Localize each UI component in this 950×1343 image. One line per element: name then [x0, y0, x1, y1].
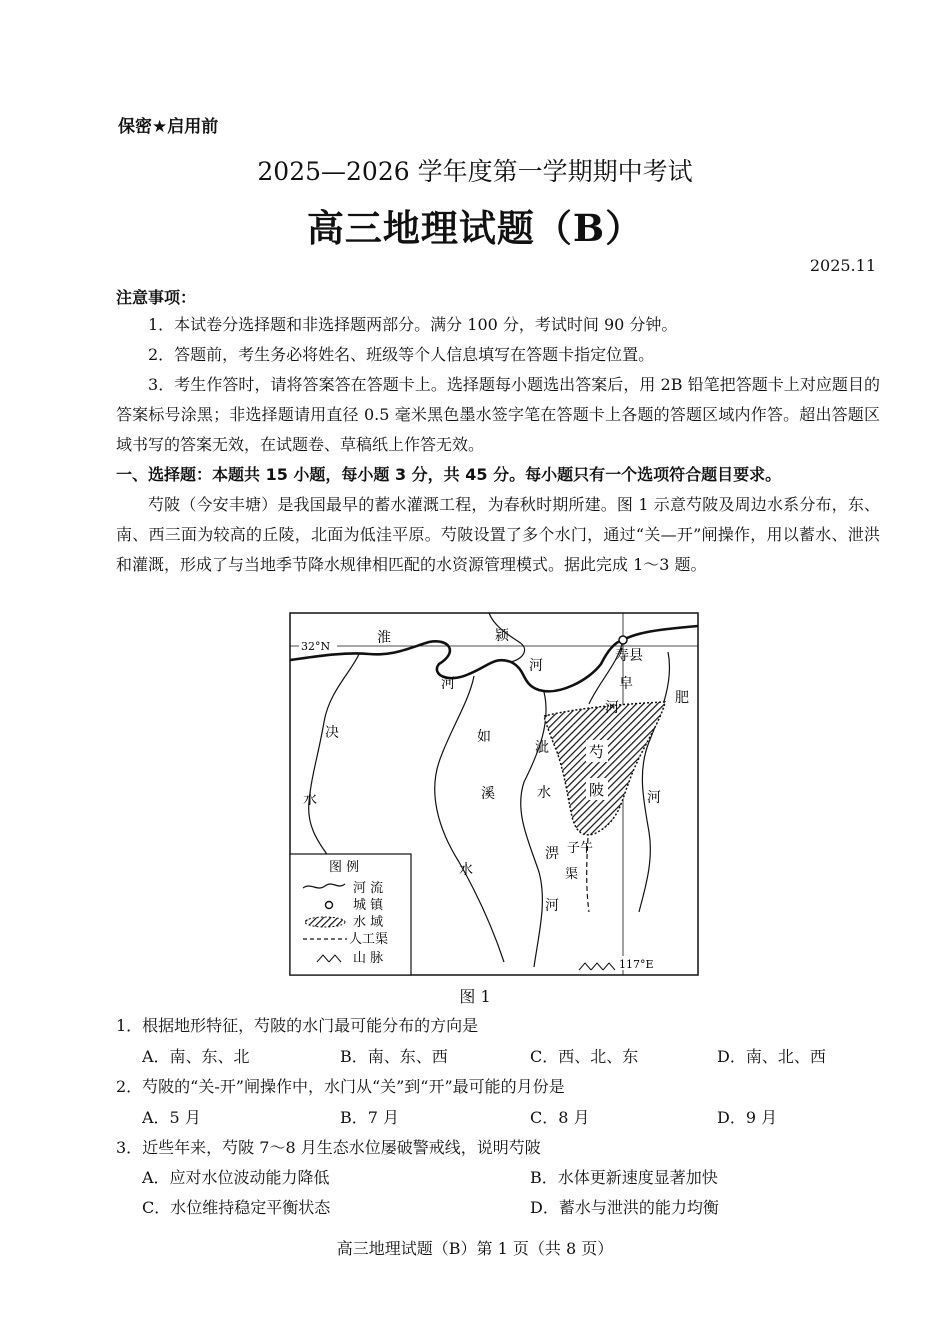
label-ruxi-1: 如 — [477, 729, 491, 745]
label-ying: 颍 — [495, 628, 509, 644]
section-title: 一、选择题：本题共 15 小题，每小题 3 分，共 45 分。每小题只有一个选项符合题目要求。 — [116, 465, 782, 484]
label-zao-he: 河 — [605, 700, 619, 716]
label-jue-shui: 水 — [303, 792, 317, 808]
map-legend — [290, 854, 411, 975]
q1-option-a[interactable]: A．南、东、北 — [142, 1047, 250, 1066]
label-fei-river: 河 — [647, 790, 661, 806]
lon-label: 117°E — [619, 958, 654, 971]
label-ruxi-3: 水 — [459, 862, 473, 878]
exam-name: 2025—2026 学年度第一学期期中考试 — [257, 157, 693, 186]
legend-river: 河 流 — [353, 881, 384, 896]
q3-option-d[interactable]: D．蓄水与泄洪的能力均衡 — [530, 1198, 719, 1217]
page-footer: 高三地理试题（B）第 1 页（共 8 页） — [336, 1239, 614, 1258]
q2-option-a[interactable]: A．5 月 — [142, 1108, 201, 1127]
label-ziwu: 子午 — [567, 841, 594, 856]
note-item-3: 3．考生作答时，请将答案答在答题卡上。选择题每小题选出答案后，用 2B 铅笔把答题卡上对应题目的答案标号涂黑；非选择题请用直径 0.5 毫米黑色墨水签字笔在答题卡上各题的答题区域内作答。超出答题区域书写的答案无效，在试题卷、草稿纸上作答无效。 — [116, 375, 880, 454]
q2-option-d[interactable]: D．9 月 — [717, 1108, 778, 1127]
label-pi-4: 河 — [545, 898, 559, 914]
label-pi-2: 水 — [537, 785, 551, 801]
notes-heading: 注意事项： — [116, 288, 197, 307]
label-pi-3: 淠 — [545, 846, 559, 862]
legend-canal: 人工渠 — [349, 932, 389, 947]
confidential-label: 保密★启用前 — [118, 117, 219, 137]
q3-option-b[interactable]: B．水体更新速度显著加快 — [530, 1168, 718, 1187]
q1-option-b[interactable]: B．南、东、西 — [340, 1047, 448, 1066]
label-fei: 肥 — [675, 690, 689, 706]
label-bei: 陂 — [589, 781, 605, 799]
question-2-stem: 2．芍陂的“关-开”闸操作中，水门从“关”到“开”最可能的月份是 — [116, 1077, 565, 1096]
note-item-2: 2．答题前，考生务必将姓名、班级等个人信息填写在答题卡指定位置。 — [148, 345, 655, 364]
intro-paragraph: 芍陂（今安丰塘）是我国最早的蓄水灌溉工程，为春秋时期所建。图 1 示意芍陂及周边水系分布，东、南、西三面为较高的丘陵，北面为低洼平原。芍陂设置了多个水门，通过“关—开”闸操作，用以蓄水、泄洪和灌溉，形成了与当地季节降水规律相匹配的水资源管理模式。据此完成 1～3 题。 — [116, 495, 880, 574]
label-shao: 芍 — [589, 743, 605, 761]
q1-option-d[interactable]: D．南、北、西 — [717, 1047, 826, 1066]
label-ruxi-2: 溪 — [481, 786, 495, 802]
q2-option-c[interactable]: C．8 月 — [530, 1108, 590, 1127]
exam-date: 2025.11 — [809, 256, 876, 275]
legend-town-icon — [326, 902, 333, 909]
question-1-stem: 1．根据地形特征，芍陂的水门最可能分布的方向是 — [116, 1016, 479, 1035]
label-pi-1: 泚 — [535, 740, 549, 756]
label-huai: 淮 — [377, 630, 391, 646]
label-shouxian: 寿县 — [615, 648, 643, 664]
legend-mountain: 山 脉 — [353, 951, 384, 966]
legend-town: 城 镇 — [353, 898, 384, 913]
label-zao: 皁 — [619, 676, 633, 692]
q3-option-a[interactable]: A．应对水位波动能力降低 — [142, 1168, 330, 1187]
label-he2: 河 — [441, 676, 455, 692]
map-figure-1 — [289, 612, 699, 976]
lat-label: 32°N — [301, 640, 331, 653]
legend-title: 图 例 — [329, 860, 360, 875]
question-3-stem: 3．近些年来，芍陂 7～8 月生态水位屡破警戒线，说明芍陂 — [116, 1138, 541, 1157]
figure-caption: 图 1 — [459, 987, 491, 1006]
legend-water: 水 域 — [353, 915, 384, 930]
label-jue: 决 — [325, 725, 339, 741]
label-qu: 渠 — [565, 867, 579, 882]
q1-option-c[interactable]: C．西、北、东 — [530, 1047, 639, 1066]
legend-water-icon — [305, 917, 345, 927]
q3-option-c[interactable]: C．水位维持稳定平衡状态 — [142, 1198, 331, 1217]
label-he1: 河 — [529, 658, 543, 674]
shouxian-town-icon — [619, 636, 627, 644]
q2-option-b[interactable]: B．7 月 — [340, 1108, 400, 1127]
paper-title: 高三地理试题（B） — [306, 206, 644, 250]
note-item-1: 1．本试卷分选择题和非选择题两部分。满分 100 分，考试时间 90 分钟。 — [148, 315, 678, 334]
